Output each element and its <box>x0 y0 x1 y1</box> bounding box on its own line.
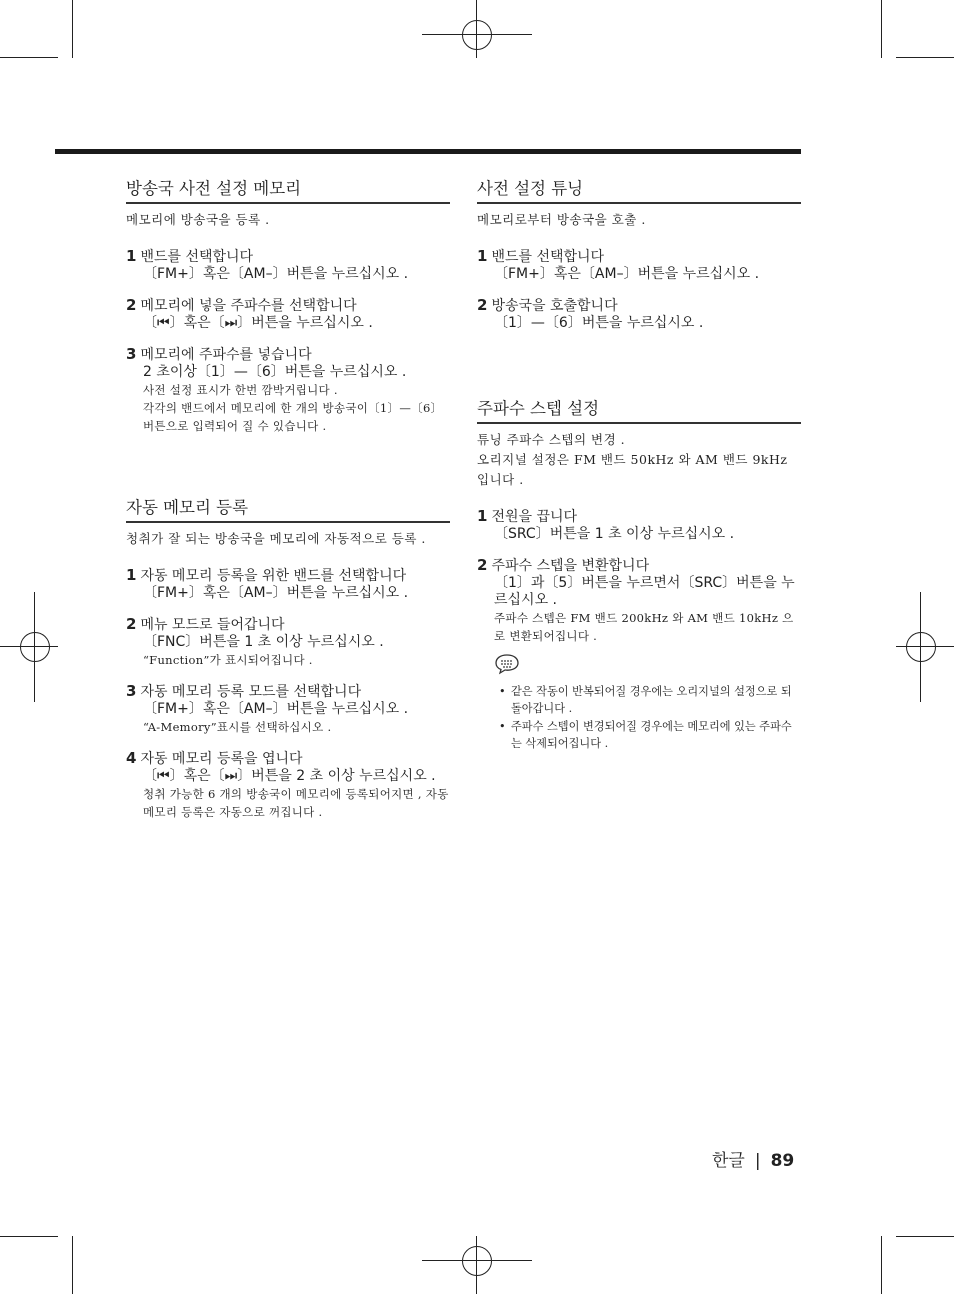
note-list <box>477 683 801 752</box>
step-1 <box>477 508 801 543</box>
header-rule <box>55 149 801 154</box>
step-number: 1 <box>477 247 488 265</box>
section-frequency-step <box>477 398 801 752</box>
section-preset-tuning <box>477 178 801 332</box>
crop-mark <box>896 1236 954 1237</box>
step-action: 〔⏮〕혹은〔⏭〕버튼을 2 초 이상 누르십시오 . <box>143 768 436 784</box>
step-note: 사전 설정 표시가 한번 깜박거립니다 . <box>143 383 338 397</box>
section-intro: 메모리에 방송국을 등록 . <box>126 212 270 227</box>
step-2 <box>126 616 450 669</box>
step-heading: 자동 메모리 등록을 위한 밴드를 선택합니다 <box>140 568 407 584</box>
step-note: 주파수 스텝은 FM 밴드 200kHz 와 AM 밴드 10kHz 으로 변환되어집니다 . <box>494 611 794 643</box>
crop-mark <box>0 57 58 58</box>
step-2 <box>477 297 801 332</box>
step-heading: 메모리에 넣을 주파수를 선택합니다 <box>140 298 357 314</box>
right-column <box>477 178 801 753</box>
step-2 <box>477 557 801 645</box>
step-number: 2 <box>477 556 488 574</box>
step-1 <box>126 248 450 283</box>
step-heading: 밴드를 선택합니다 <box>491 249 605 265</box>
step-action: 〔FM+〕혹은〔AM–〕버튼을 누르십시오 . <box>143 266 409 282</box>
footer-separator: | <box>754 1151 761 1171</box>
left-column <box>126 178 450 835</box>
step-action: 〔1〕과〔5〕버튼을 누르면서〔SRC〕버튼을 누르십시오 . <box>494 575 795 608</box>
step-4 <box>126 750 450 821</box>
crop-mark <box>72 0 73 58</box>
page-footer <box>712 1146 794 1171</box>
step-heading: 메모리에 주파수를 넣습니다 <box>140 347 312 363</box>
step-action: 〔FM+〕혹은〔AM–〕버튼을 누르십시오 . <box>143 701 409 717</box>
crop-mark <box>881 1236 882 1294</box>
section-preset-memory <box>126 178 450 435</box>
section-intro: 메모리로부터 방송국을 호출 . <box>477 212 646 227</box>
section-title: 사전 설정 튜닝 <box>477 178 801 204</box>
section-title: 자동 메모리 등록 <box>126 497 450 523</box>
section-intro: 청취가 잘 되는 방송국을 메모리에 자동적으로 등록 . <box>126 531 426 546</box>
crop-mark <box>72 1236 73 1294</box>
step-heading: 주파수 스텝을 변환합니다 <box>491 558 650 574</box>
step-note: 청취 가능한 6 개의 방송국이 메모리에 등록되어지면 , 자동 메모리 등록은 자동으로 꺼집니다 . <box>143 787 449 819</box>
step-number: 1 <box>126 566 137 584</box>
step-action: 〔FNC〕버튼을 1 초 이상 누르십시오 . <box>143 634 384 650</box>
note-item: • 주파수 스텝이 변경되어질 경우에는 메모리에 있는 주파수는 삭제되어집니다 . <box>499 718 801 752</box>
step-action: 2 초이상〔1〕—〔6〕버튼을 누르십시오 . <box>143 364 407 380</box>
step-1 <box>477 248 801 283</box>
step-note: “Function”가 표시되어집니다 . <box>143 653 313 667</box>
step-action: 〔FM+〕혹은〔AM–〕버튼을 누르십시오 . <box>143 585 409 601</box>
step-action: 〔FM+〕혹은〔AM–〕버튼을 누르십시오 . <box>494 266 760 282</box>
section-intro-original-setting: 오리지널 설정은 FM 밴드 50kHz 와 AM 밴드 9kHz 입니다 . <box>477 452 788 487</box>
crop-mark <box>0 1236 58 1237</box>
step-heading: 자동 메모리 등록 모드를 선택합니다 <box>140 684 362 700</box>
section-title: 주파수 스텝 설정 <box>477 398 801 424</box>
step-3 <box>126 346 450 435</box>
crop-mark <box>896 57 954 58</box>
step-action: 〔1〕—〔6〕버튼을 누르십시오 . <box>494 315 704 331</box>
step-number: 2 <box>126 615 137 633</box>
step-number: 2 <box>126 296 137 314</box>
page-number: 89 <box>770 1151 795 1171</box>
step-2 <box>126 297 450 332</box>
step-number: 2 <box>477 296 488 314</box>
language-label: 한글 <box>712 1151 745 1171</box>
section-title: 방송국 사전 설정 메모리 <box>126 178 450 204</box>
step-heading: 자동 메모리 등록을 엽니다 <box>140 751 303 767</box>
step-number: 4 <box>126 749 137 767</box>
section-intro: 튜닝 주파수 스텝의 변경 . <box>477 432 626 447</box>
step-heading: 전원을 끕니다 <box>491 509 578 525</box>
step-heading: 메뉴 모드로 들어갑니다 <box>140 617 285 633</box>
step-note: 각각의 밴드에서 메모리에 한 개의 방송국이〔1〕—〔6〕버튼으로 입력되어 질 수 있습니다 . <box>143 401 443 433</box>
section-auto-memory <box>126 497 450 821</box>
step-number: 1 <box>126 247 137 265</box>
step-number: 3 <box>126 682 137 700</box>
step-heading: 밴드를 선택합니다 <box>140 249 254 265</box>
step-1 <box>126 567 450 602</box>
step-action: 〔⏮〕혹은〔⏭〕버튼을 누르십시오 . <box>143 315 373 331</box>
step-heading: 방송국을 호출합니다 <box>491 298 618 314</box>
step-note: “A-Memory”표시를 선택하십시오 . <box>143 720 332 734</box>
crop-mark <box>881 0 882 58</box>
note-item: • 같은 작동이 반복되어질 경우에는 오리지널의 설정으로 되돌아갑니다 . <box>499 683 801 717</box>
step-number: 3 <box>126 345 137 363</box>
step-action: 〔SRC〕버튼을 1 초 이상 누르십시오 . <box>494 526 735 542</box>
step-3 <box>126 683 450 736</box>
note-icon <box>494 653 520 675</box>
step-number: 1 <box>477 507 488 525</box>
